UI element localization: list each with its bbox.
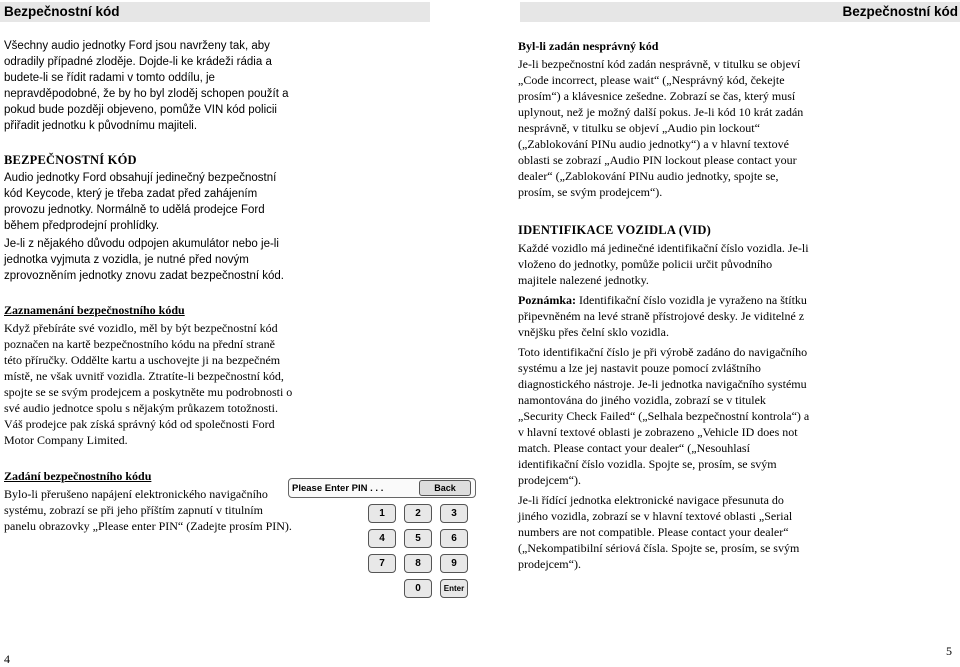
key-2: 2 bbox=[404, 504, 432, 523]
vid-paragraph-3: Je-li řídící jednotka elektronické navigace přesunuta do jiného vozidla, zobrazí se v hlavní textové oblasti „Serial numbers are not compatible. Please contact your dealer“ („Nekompatibilní sériová čísla. Spojte se, prosím, se svým prodejcem“). bbox=[518, 493, 800, 571]
pin-keypad bbox=[368, 504, 468, 598]
vid-note-paragraph bbox=[518, 292, 813, 340]
left-column bbox=[4, 38, 294, 534]
left-page-number: 4 bbox=[4, 652, 10, 666]
vid-heading: IDENTIFIKACE VOZIDLA (VID) bbox=[518, 223, 711, 237]
key-8: 8 bbox=[404, 554, 432, 573]
key-1: 1 bbox=[368, 504, 396, 523]
note-label: Poznámka: bbox=[518, 293, 576, 307]
header-right-title: Bezpečnostní kód bbox=[520, 2, 960, 22]
key-3: 3 bbox=[440, 504, 468, 523]
vid-note-text: Identifikační číslo vozidla je vyraženo na štítku připevněném na levé straně přístrojové desky. Je viditelné z vnějšku přes čelní sklo vozidla. bbox=[518, 293, 807, 339]
vid-paragraph-1: Každé vozidlo má jedinečné identifikační číslo vozidla. Je-li vloženo do jednotky, pomůže policii určit původního majitele nalezené jednotky. bbox=[518, 241, 809, 287]
key-enter: Enter bbox=[440, 579, 468, 598]
key-9: 9 bbox=[440, 554, 468, 573]
vid-paragraph-2: Toto identifikační číslo je při výrobě zadáno do navigačního systému a lze jej nastavit pouze pomocí zvláštního diagnostického nástroje. Je-li jednotka navigačního systému namontována do jiného vozidla, zobrazí se v titulek „Security Check Failed“ („Selhala bezpečnostní kontrola“) a v hlavní textové oblasti je zobrazeno „Vehicle ID does not match. Please contact your dealer“ („Nesouhlasí identifikační číslo vozidla. Spojte se, prosím, se svým prodejcem“). bbox=[518, 345, 810, 487]
wrong-code-heading: Byl-li zadán nesprávný kód bbox=[518, 39, 659, 53]
key-4: 4 bbox=[368, 529, 396, 548]
key-5: 5 bbox=[404, 529, 432, 548]
pin-entry-screen-illustration bbox=[288, 474, 476, 604]
keypad-spacer bbox=[368, 579, 396, 598]
key-7: 7 bbox=[368, 554, 396, 573]
right-column bbox=[518, 38, 813, 572]
security-paragraph-1: Audio jednotky Ford obsahují jedinečný bezpečnostní kód Keycode, který je třeba zadat před zahájením provozu jednotky. Normálně to udělá prodejce Ford během předprodejní prohlídky. bbox=[4, 172, 277, 232]
enter-code-heading: Zadání bezpečnostního kódu bbox=[4, 469, 152, 483]
back-button: Back bbox=[419, 480, 471, 496]
key-0: 0 bbox=[404, 579, 432, 598]
intro-paragraph: Všechny audio jednotky Ford jsou navrženy tak, aby odradily případné zloděje. Dojde-li ke krádeži rádia a budete-li se řídit radami v tomto oddílu, je nepravděpodobné, že by ho byl zloděj schopen použít a pokud bude později objeveno, pomůže VIN kód policii přiřadit jednotku k původnímu majiteli. bbox=[4, 40, 289, 132]
record-code-heading: Zaznamenání bezpečnostního kódu bbox=[4, 303, 185, 317]
key-6: 6 bbox=[440, 529, 468, 548]
screen-title-bar bbox=[288, 478, 476, 498]
enter-code-paragraph: Bylo-li přerušeno napájení elektronického navigačního systému, zobrazí se při jeho příštím zapnutí v titulním panelu obrazovky „Please enter PIN“ (Zadejte prosím PIN). bbox=[4, 487, 292, 533]
header-left-title: Bezpečnostní kód bbox=[0, 2, 430, 22]
pin-prompt: Please Enter PIN . . . bbox=[292, 483, 384, 494]
wrong-code-paragraph: Je-li bezpečnostní kód zadán nesprávně, v titulku se objeví „Code incorrect, please wait“ („Nesprávný kód, čekejte prosím“) a klávesnice zešedne. Zobrazí se čas, který musí uplynout, než je možný další pokus. Je-li kód 10 krát zadán nesprávně, v titulku se objeví „Audio pin lockout“ („Zablokování PINu audio jednotky“) a v hlavní textové oblasti se zobrazí „Audio PIN lockout please contact your dealer“ („Zablokování PINu audio jednotky, spojte se, prosím, se svým prodejcem“). bbox=[518, 57, 804, 199]
right-page-number: 5 bbox=[946, 644, 952, 658]
security-heading: BEZPEČNOSTNÍ KÓD bbox=[4, 153, 137, 167]
security-paragraph-2: Je-li z nějakého důvodu odpojen akumulátor nebo je-li jednotka vyjmuta z vozidla, je nutné před novým zprovozněním jednotky znovu zadat bezpečnostní kód. bbox=[4, 238, 285, 282]
record-code-paragraph: Když přebíráte své vozidlo, měl by být bezpečnostní kód poznačen na kartě bezpečnostního kódu na přední straně této příručky. Oddělte kartu a uschovejte ji na bezpečném místě, ne však uvnitř vozidla. Ztratíte-li bezpečnostní kód, spojte se se svým prodejcem a poskytněte mu podrobnosti o své audio jednotce spolu s nějakým průkazem totožnosti. Váš prodejce pak získá správný kód od společnosti Ford Motor Company Limited. bbox=[4, 321, 293, 447]
